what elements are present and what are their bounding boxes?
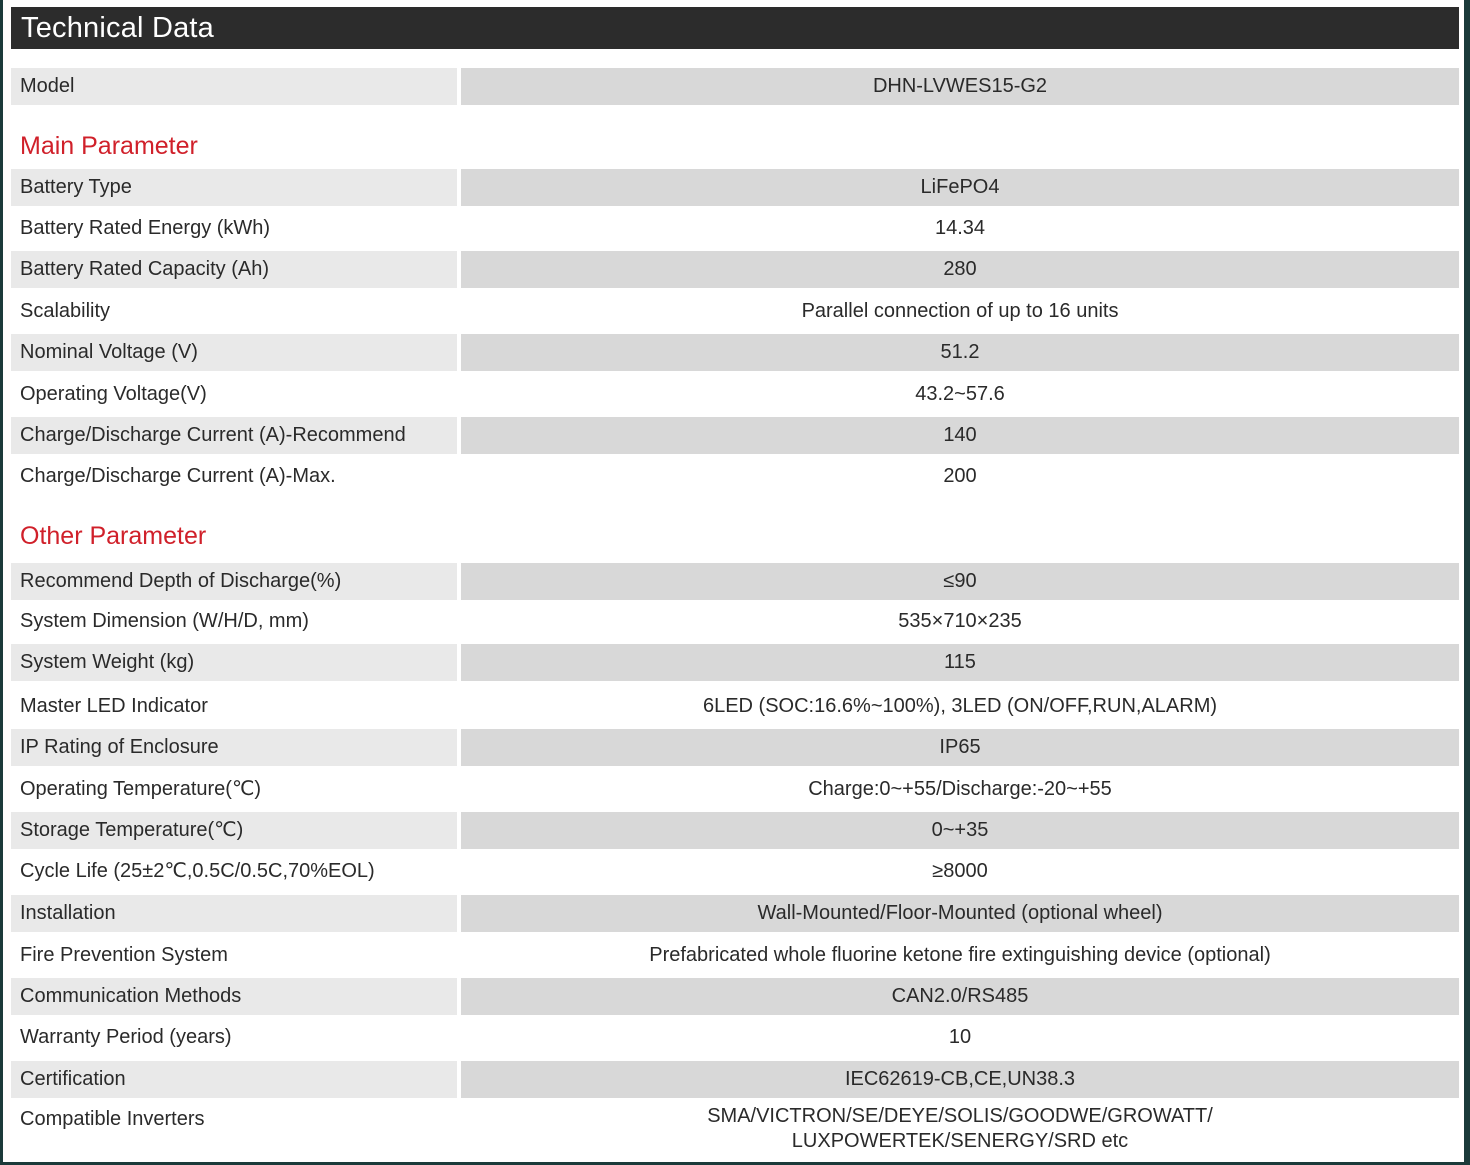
spec-row <box>11 895 1459 932</box>
spec-value: 115 <box>461 644 1459 681</box>
spec-row <box>11 1061 1459 1098</box>
frame-right-border <box>1464 0 1470 1165</box>
spec-label: System Weight (kg) <box>11 644 457 681</box>
spec-value: 280 <box>461 251 1459 288</box>
spec-label: Operating Voltage(V) <box>20 383 207 405</box>
spec-row <box>11 293 1459 330</box>
spec-row <box>11 729 1459 766</box>
spec-value: ≤90 <box>461 563 1459 600</box>
spec-row <box>11 1101 1459 1161</box>
spec-label: Compatible Inverters <box>20 1108 205 1130</box>
spec-label: Battery Rated Energy (kWh) <box>20 217 271 239</box>
spec-value: 14.34 <box>934 217 986 239</box>
spec-row <box>11 644 1459 681</box>
spec-label: Warranty Period (years) <box>20 1026 232 1048</box>
spec-row <box>11 334 1459 371</box>
spec-row <box>11 812 1459 849</box>
spec-row <box>11 937 1459 974</box>
spec-value <box>461 1101 1459 1161</box>
spec-value: 6LED (SOC:16.6%~100%), 3LED (ON/OFF,RUN,ALARM) <box>702 695 1218 717</box>
spec-value: 535×710×235 <box>898 610 1022 632</box>
spec-value: ≥8000 <box>932 860 988 882</box>
spec-label: Communication Methods <box>11 978 457 1015</box>
spec-value: 51.2 <box>461 334 1459 371</box>
spec-value: Parallel connection of up to 16 units <box>801 300 1119 322</box>
spec-label: Operating Temperature(℃) <box>20 778 262 800</box>
page-title: Technical Data <box>11 7 1459 49</box>
spec-row <box>11 417 1459 454</box>
spec-value: 0~+35 <box>461 812 1459 849</box>
spec-row <box>11 853 1459 890</box>
spec-label: Storage Temperature(℃) <box>11 812 457 849</box>
spec-value: DHN-LVWES15-G2 <box>461 68 1459 105</box>
spec-row <box>11 210 1459 247</box>
spec-value: LiFePO4 <box>461 169 1459 206</box>
spec-value: Prefabricated whole fluorine ketone fire extinguishing device (optional) <box>649 944 1271 966</box>
spec-value-line: LUXPOWERTEK/SENERGY/SRD etc <box>791 1130 1129 1152</box>
spec-label: Recommend Depth of Discharge(%) <box>11 563 457 600</box>
spec-label: Certification <box>11 1061 457 1098</box>
spec-row <box>11 563 1459 600</box>
spec-row <box>11 169 1459 206</box>
spec-label: Charge/Discharge Current (A)-Max. <box>20 465 336 487</box>
spec-row <box>11 458 1459 495</box>
spec-label: Charge/Discharge Current (A)-Recommend <box>11 417 457 454</box>
spec-value: 140 <box>461 417 1459 454</box>
spec-row <box>11 603 1459 640</box>
spec-row <box>11 376 1459 413</box>
spec-label: Fire Prevention System <box>20 944 228 966</box>
spec-row <box>11 978 1459 1015</box>
section-title-other: Other Parameter <box>20 522 207 550</box>
spec-value: CAN2.0/RS485 <box>461 978 1459 1015</box>
spec-label: Battery Rated Capacity (Ah) <box>11 251 457 288</box>
spec-value: Wall-Mounted/Floor-Mounted (optional wheel) <box>461 895 1459 932</box>
spec-label: Installation <box>11 895 457 932</box>
spec-value: 200 <box>943 465 977 487</box>
spec-label: IP Rating of Enclosure <box>11 729 457 766</box>
spec-label: Scalability <box>20 300 111 322</box>
spec-value: Charge:0~+55/Discharge:-20~+55 <box>808 778 1112 800</box>
spec-label: Battery Type <box>11 169 457 206</box>
spec-value: IEC62619-CB,CE,UN38.3 <box>461 1061 1459 1098</box>
spec-row <box>11 1019 1459 1056</box>
spec-label: Nominal Voltage (V) <box>11 334 457 371</box>
spec-label: Model <box>11 68 457 105</box>
spec-value: IP65 <box>461 729 1459 766</box>
spec-row <box>11 688 1459 725</box>
spec-label: Cycle Life (25±2℃,0.5C/0.5C,70%EOL) <box>20 860 375 882</box>
spec-row <box>11 251 1459 288</box>
spec-label: System Dimension (W/H/D, mm) <box>20 610 309 632</box>
spec-value: 43.2~57.6 <box>915 383 1005 405</box>
spec-value: 10 <box>948 1026 972 1048</box>
frame-left-border <box>0 0 3 1165</box>
spec-row <box>11 771 1459 808</box>
spec-row-model <box>11 68 1459 105</box>
spec-label: Master LED Indicator <box>20 695 208 717</box>
section-title-main: Main Parameter <box>20 132 198 160</box>
spec-value-line: SMA/VICTRON/SE/DEYE/SOLIS/GOODWE/GROWATT/ <box>707 1105 1213 1127</box>
